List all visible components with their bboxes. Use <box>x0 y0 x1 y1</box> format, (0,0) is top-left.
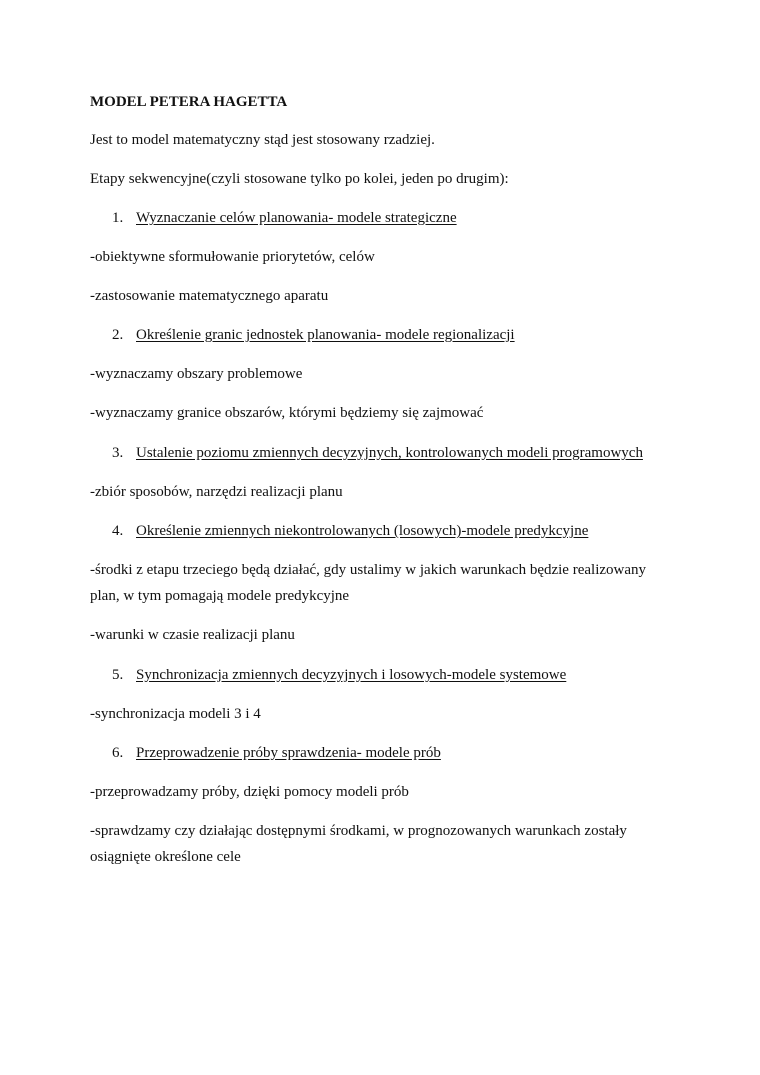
step-3-number: 3. <box>112 445 124 461</box>
step-6-heading: Przeprowadzenie próby sprawdzenia- modele prób <box>136 745 441 761</box>
step-3-note-1: -zbiór sposobów, narzędzi realizacji planu <box>90 484 343 500</box>
step-1-note-2: -zastosowanie matematycznego aparatu <box>90 288 329 304</box>
step-4-note-1: -środki z etapu trzeciego będą działać, gdy ustalimy w jakich warunkach będzie realizowany <box>90 562 647 578</box>
step-4-heading: Określenie zmiennych niekontrolowanych (losowych)-modele predykcyjne <box>136 523 589 539</box>
step-4-number: 4. <box>112 523 124 539</box>
step-3-heading: Ustalenie poziomu zmiennych decyzyjnych, kontrolowanych modeli programowych <box>136 445 643 461</box>
step-5-note-1: -synchronizacja modeli 3 i 4 <box>90 706 261 722</box>
document-title: MODEL PETERA HAGETTA <box>90 94 288 110</box>
step-1-heading: Wyznaczanie celów planowania- modele strategiczne <box>136 210 457 226</box>
step-2-note-2: -wyznaczamy granice obszarów, którymi będziemy się zajmować <box>90 405 484 421</box>
step-6-note-2: -sprawdzamy czy działając dostępnymi środkami, w prognozowanych warunkach zostały <box>90 823 627 839</box>
step-1-note-1: -obiektywne sformułowanie priorytetów, celów <box>90 249 375 265</box>
step-5-heading: Synchronizacja zmiennych decyzyjnych i losowych-modele systemowe <box>136 667 567 683</box>
step-2-heading: Określenie granic jednostek planowania- modele regionalizacji <box>136 327 515 343</box>
stages-intro: Etapy sekwencyjne(czyli stosowane tylko po kolei, jeden po drugim): <box>90 171 509 187</box>
step-4-note-2: plan, w tym pomagają modele predykcyjne <box>90 588 350 604</box>
step-6-note-3: osiągnięte określone cele <box>90 849 241 865</box>
step-6-number: 6. <box>112 745 124 761</box>
intro-paragraph: Jest to model matematyczny stąd jest stosowany rzadziej. <box>90 132 435 148</box>
step-4-note-3: -warunki w czasie realizacji planu <box>90 627 295 643</box>
step-2-note-1: -wyznaczamy obszary problemowe <box>90 366 303 382</box>
step-6-note-1: -przeprowadzamy próby, dzięki pomocy modeli prób <box>90 784 409 800</box>
step-5-number: 5. <box>112 667 124 683</box>
step-1-number: 1. <box>112 210 124 226</box>
step-2-number: 2. <box>112 327 124 343</box>
